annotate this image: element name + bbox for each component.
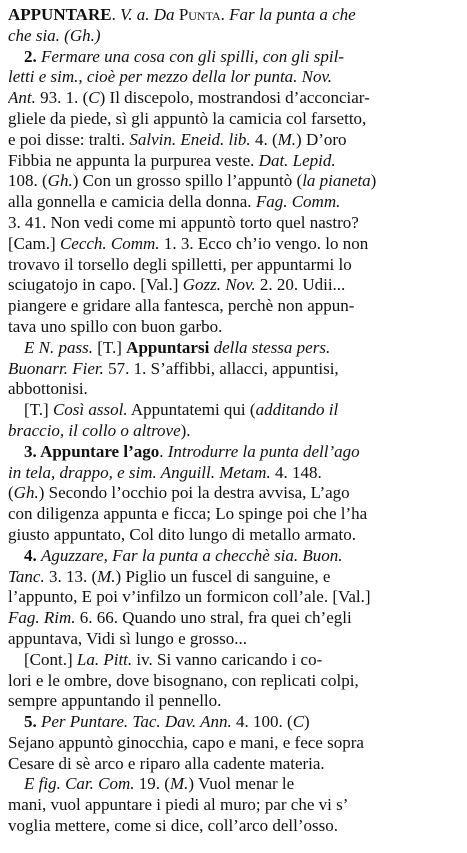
- text-run: La. Pitt.: [76, 649, 133, 669]
- text-run: ) Con un grosso spillo l’appuntò (: [72, 171, 303, 191]
- text-run: Fag. Comm.: [255, 192, 341, 212]
- text-run: 3. 13. (: [44, 566, 98, 586]
- text-line: [8, 754, 458, 775]
- dictionary-entry-appuntare: [8, 5, 458, 837]
- text-line: [8, 629, 458, 650]
- text-run: 6. 66. Quando uno stral, fra quei ch’egli: [75, 608, 352, 628]
- text-run: in tela, drappo, e sim. Anguill. Metam.: [8, 462, 271, 482]
- text-run: V. a. Da: [120, 5, 179, 24]
- text-line: [8, 733, 458, 754]
- text-run: con diligenza appunta e ficca; Lo spinge poi che l’ha: [8, 504, 368, 524]
- text-line: [8, 546, 458, 567]
- text-run: Appuntare l’ago: [40, 441, 160, 461]
- text-line: [8, 483, 458, 504]
- text-line: [8, 213, 458, 234]
- text-run: 4.: [24, 545, 41, 565]
- text-run: Gozz. Nov.: [182, 275, 256, 295]
- text-run: Appuntarsi: [126, 337, 210, 357]
- text-run: Introdurre la punta dell’ago: [167, 441, 360, 461]
- text-line: [8, 47, 458, 68]
- text-run: Gh.: [47, 171, 73, 191]
- text-run: [Cont.]: [24, 649, 77, 669]
- text-line: [8, 421, 458, 442]
- text-run: APPUNTARE: [8, 5, 112, 24]
- text-run: Fag. Rim.: [8, 608, 76, 628]
- text-run: e poi disse: tralti.: [8, 129, 130, 149]
- text-run: Per Puntare. Tac. Dav. Ann.: [41, 712, 232, 732]
- text-line: [8, 5, 458, 26]
- text-run: Appuntatemi qui (: [127, 400, 256, 420]
- text-line: [8, 234, 458, 255]
- text-line: [8, 171, 458, 192]
- text-run: l’appunto, E poi v’infilzo un formicon coll’ale. [Val.]: [8, 587, 371, 607]
- text-run: M.: [97, 566, 116, 586]
- text-run: Gh.: [13, 483, 39, 503]
- text-run: Cesare di sè arco e riparo alla cadente materia.: [8, 753, 325, 773]
- text-line: [8, 151, 458, 172]
- text-line: [8, 795, 458, 816]
- text-run: Fermare una cosa con gli spilli, con gli spil-: [41, 46, 344, 66]
- text-line: [8, 650, 458, 671]
- text-run: C: [292, 712, 305, 732]
- text-run: .: [159, 441, 168, 461]
- text-line: [8, 525, 458, 546]
- text-run: ) Vuol menar le: [188, 774, 295, 794]
- text-run: ): [370, 171, 377, 191]
- text-line: [8, 109, 458, 130]
- text-run: Salvin. Eneid. lib.: [129, 129, 251, 149]
- text-run: 2. 20. Udii...: [255, 275, 346, 295]
- text-line: [8, 192, 458, 213]
- text-run: 2.: [24, 46, 41, 66]
- text-run: Buonarr. Fier.: [8, 358, 104, 378]
- text-run: 4. 100. (: [231, 712, 293, 732]
- text-line: [8, 691, 458, 712]
- text-run: .: [220, 5, 230, 24]
- text-run: [T.]: [24, 400, 53, 420]
- text-run: 4. (: [250, 129, 278, 149]
- text-line: [8, 317, 458, 338]
- text-run: tava uno spillo con buon garbo.: [8, 316, 223, 336]
- text-run: 5.: [24, 712, 41, 732]
- text-run: mani, vuol appuntare i piedi al muro; par che vi s’: [8, 795, 349, 815]
- text-line: [8, 26, 458, 47]
- text-run: letti e sim., cioè per mezzo della lor punta. Nov.: [8, 67, 333, 87]
- text-run: la pianeta: [302, 171, 371, 191]
- text-run: appuntava, Vidi sì lungo e grosso...: [8, 628, 248, 648]
- text-run: additando il: [255, 400, 339, 420]
- text-run: Aguzzare, Far la punta a checchè sia. Buon.: [41, 545, 343, 565]
- text-line: [8, 275, 458, 296]
- text-run: lori e le ombre, dove bisognano, con replicati colpi,: [8, 670, 359, 690]
- text-line: [8, 712, 458, 733]
- text-run: C: [88, 88, 100, 108]
- text-run: sempre appuntando il pennello.: [8, 691, 222, 711]
- text-line: [8, 587, 458, 608]
- text-run: Sejano appuntò ginocchia, capo e mani, e fece sopra: [8, 732, 364, 752]
- text-run: 108. (: [8, 171, 48, 191]
- text-run: gliele da piede, sì gli appuntò la camicia col farsetto,: [8, 108, 367, 128]
- text-run: sciugatojo in capo. [Val.]: [8, 275, 183, 295]
- text-line: [8, 608, 458, 629]
- text-run: trovavo il torsello degli spilletti, per appuntarmi lo: [8, 254, 352, 274]
- text-run: ) Secondo l’occhio poi la destra avvisa, L’ago: [38, 483, 350, 503]
- text-run: M.: [169, 774, 189, 794]
- text-run: (: [8, 483, 14, 503]
- text-line: [8, 400, 458, 421]
- text-line: [8, 296, 458, 317]
- text-run: Far la punta a che: [229, 5, 356, 24]
- text-run: M.: [277, 129, 297, 149]
- text-run: .: [111, 5, 121, 24]
- text-line: [8, 567, 458, 588]
- text-run: piangere e gridare alla fantesca, perchè non appun-: [8, 296, 355, 316]
- text-run: 3. 41. Non vedi come mi appuntò torto quel nastro?: [8, 212, 359, 232]
- text-run: voglia mettere, come si dice, coll’arco dell’osso.: [8, 816, 338, 836]
- text-line: [8, 88, 458, 109]
- text-line: [8, 504, 458, 525]
- text-line: [8, 671, 458, 692]
- text-run: 19. (: [134, 774, 170, 794]
- text-run: 3.: [24, 441, 41, 461]
- text-run: Così assol.: [52, 400, 128, 420]
- text-run: 93. 1. (: [35, 88, 89, 108]
- text-run: ) Piglio un fuscel di sanguine, e: [115, 566, 331, 586]
- text-line: [8, 338, 458, 359]
- text-run: Tanc.: [8, 566, 45, 586]
- text-run: della stessa pers.: [209, 337, 331, 357]
- text-run: ) D’oro: [296, 129, 347, 149]
- text-run: [Cam.]: [8, 233, 60, 253]
- text-line: [8, 359, 458, 380]
- text-run: Dat. Lepid.: [258, 150, 336, 170]
- text-run: Ant.: [8, 88, 36, 108]
- text-line: [8, 463, 458, 484]
- text-line: [8, 816, 458, 837]
- text-run: Punta: [178, 5, 221, 24]
- text-run: E fig. Car. Com.: [24, 774, 135, 794]
- text-run: alla gonnella e camicia della donna.: [8, 192, 256, 212]
- text-run: ).: [180, 420, 191, 440]
- text-line: [8, 379, 458, 400]
- text-line: [8, 255, 458, 276]
- text-line: [8, 442, 458, 463]
- text-run: 4. 148.: [270, 462, 322, 482]
- text-run: che sia. (Gh.): [8, 25, 101, 45]
- text-run: Fibbia ne appunta la purpurea veste.: [8, 150, 259, 170]
- text-run: ) Il discepolo, mostrandosi d’acconciar-: [99, 88, 370, 108]
- text-run: E N. pass.: [24, 337, 93, 357]
- text-line: [8, 67, 458, 88]
- text-line: [8, 774, 458, 795]
- text-run: 57. 1. S’affibbi, allacci, appuntisi,: [103, 358, 339, 378]
- text-run: 1. 3. Ecco ch’io vengo. lo non: [159, 233, 369, 253]
- text-line: [8, 130, 458, 151]
- text-run: [T.]: [92, 337, 127, 357]
- text-run: iv. Si vanno caricando i co-: [132, 649, 323, 669]
- text-run: abbottonisi.: [8, 379, 88, 399]
- text-run: giusto appuntato, Col dito lungo di metallo armato.: [8, 524, 356, 544]
- text-run: braccio, il collo o altrove: [8, 420, 181, 440]
- text-run: ): [304, 712, 310, 732]
- text-run: Cecch. Comm.: [59, 233, 160, 253]
